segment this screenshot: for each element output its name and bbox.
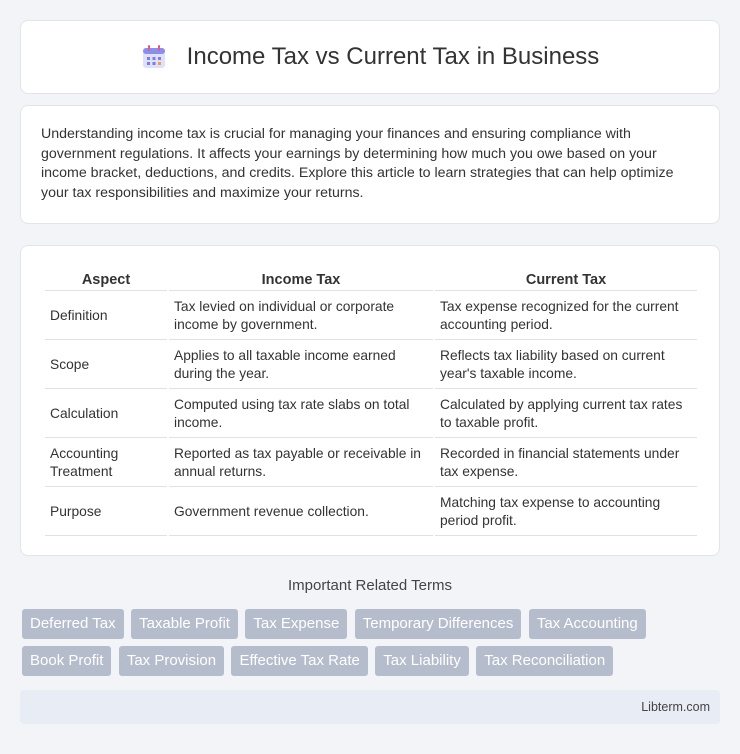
row-income-tax: Reported as tax payable or receivable in annual returns. bbox=[169, 440, 433, 487]
tag-tax-expense[interactable]: Tax Expense bbox=[245, 609, 347, 639]
column-header-income-tax: Income Tax bbox=[169, 266, 433, 291]
row-income-tax: Computed using tax rate slabs on total income. bbox=[169, 391, 433, 438]
comparison-table bbox=[43, 264, 699, 538]
row-current-tax: Reflects tax liability based on current year's taxable income. bbox=[435, 342, 697, 389]
row-aspect: Scope bbox=[45, 342, 167, 389]
row-aspect: Purpose bbox=[45, 489, 167, 536]
row-income-tax: Applies to all taxable income earned during the year. bbox=[169, 342, 433, 389]
calendar-icon bbox=[141, 44, 167, 70]
table-row bbox=[45, 489, 697, 536]
row-income-tax: Government revenue collection. bbox=[169, 489, 433, 536]
tag-tax-accounting[interactable]: Tax Accounting bbox=[529, 609, 646, 639]
tag-tax-reconciliation[interactable]: Tax Reconciliation bbox=[476, 646, 613, 676]
table-header-row bbox=[45, 266, 697, 291]
footer bbox=[20, 690, 720, 724]
table-row bbox=[45, 440, 697, 487]
tag-deferred-tax[interactable]: Deferred Tax bbox=[22, 609, 124, 639]
related-terms-title: Important Related Terms bbox=[288, 577, 452, 594]
related-terms-list bbox=[22, 609, 722, 683]
tag-effective-tax-rate[interactable]: Effective Tax Rate bbox=[231, 646, 367, 676]
row-income-tax: Tax levied on individual or corporate income by government. bbox=[169, 293, 433, 340]
page-title: Income Tax vs Current Tax in Business bbox=[186, 43, 600, 70]
row-current-tax: Recorded in financial statements under tax expense. bbox=[435, 440, 697, 487]
tag-book-profit[interactable]: Book Profit bbox=[22, 646, 111, 676]
row-current-tax: Calculated by applying current tax rates to taxable profit. bbox=[435, 391, 697, 438]
column-header-current-tax: Current Tax bbox=[435, 266, 697, 291]
table-row bbox=[45, 293, 697, 340]
footer-site-link[interactable]: Libterm.com bbox=[641, 700, 710, 714]
row-aspect: Accounting Treatment bbox=[45, 440, 167, 487]
table-row bbox=[45, 342, 697, 389]
comparison-card bbox=[20, 245, 720, 556]
intro-card bbox=[20, 105, 720, 224]
row-current-tax: Matching tax expense to accounting period profit. bbox=[435, 489, 697, 536]
row-aspect: Calculation bbox=[45, 391, 167, 438]
tag-temporary-differences[interactable]: Temporary Differences bbox=[355, 609, 522, 639]
tag-tax-liability[interactable]: Tax Liability bbox=[375, 646, 469, 676]
row-current-tax: Tax expense recognized for the current accounting period. bbox=[435, 293, 697, 340]
table-row bbox=[45, 391, 697, 438]
tag-taxable-profit[interactable]: Taxable Profit bbox=[131, 609, 238, 639]
row-aspect: Definition bbox=[45, 293, 167, 340]
intro-text: Understanding income tax is crucial for managing your finances and ensuring compliance with government regulations. It affects your earnings by determining how much you owe based on your income bracket, deductions, and credits. Explore this article to learn strategies that can help optimize your tax responsibilities and maximize your returns. bbox=[41, 126, 674, 201]
tag-tax-provision[interactable]: Tax Provision bbox=[119, 646, 224, 676]
page-header bbox=[20, 20, 720, 94]
column-header-aspect: Aspect bbox=[45, 266, 167, 291]
